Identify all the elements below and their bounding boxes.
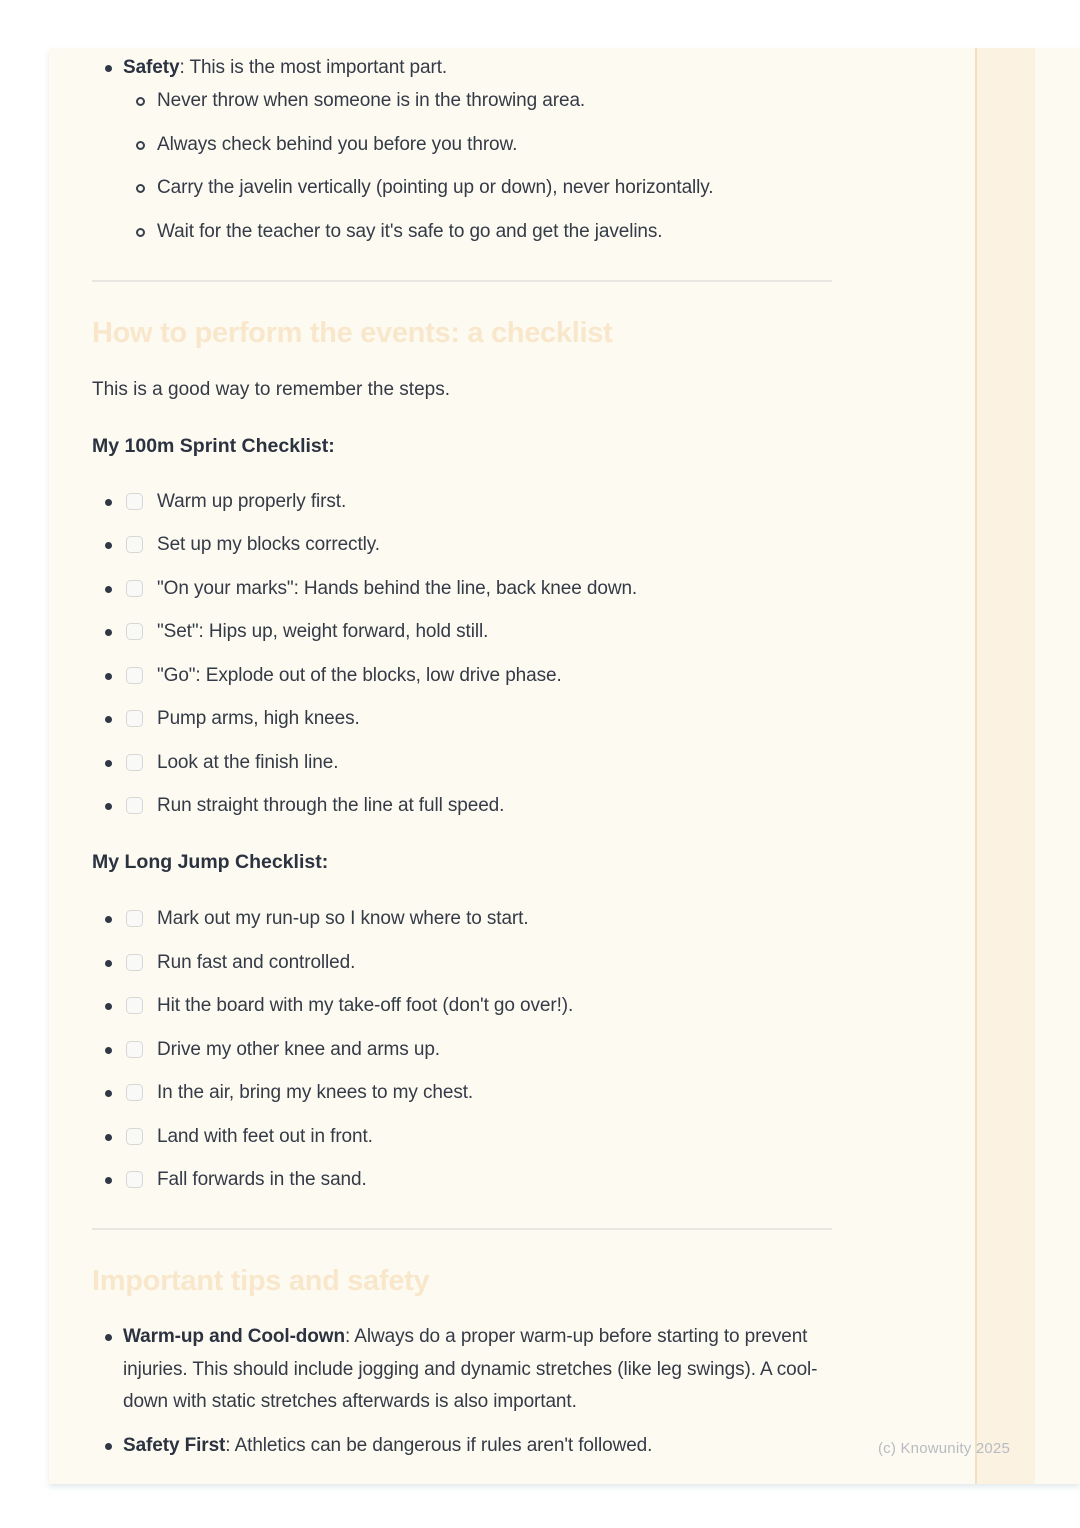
section-divider (92, 280, 832, 282)
circle-bullet-icon (136, 129, 157, 150)
section-heading-checklist: How to perform the events: a checklist (92, 316, 613, 349)
checkbox-unchecked[interactable] (126, 623, 143, 640)
safety-sub-list (92, 85, 832, 248)
checklist-item-text: "On your marks": Hands behind the line, back knee down. (157, 577, 638, 599)
checklist-item-text: Fall forwards in the sand. (157, 1169, 367, 1190)
checklist-item-text: Drive my other knee and arms up. (157, 1038, 440, 1060)
section-divider (92, 1228, 832, 1230)
list-item-text: Never throw when someone is in the throwing area. (157, 90, 586, 111)
bullet-icon (92, 947, 123, 967)
page-right-margin-band (977, 48, 1035, 1484)
bullet-icon (92, 1077, 123, 1097)
checklist-item (92, 1121, 832, 1153)
checklist-item-text: Run fast and controlled. (157, 951, 356, 973)
checklist-item-text: "Go": Explode out of the blocks, low drive phase. (157, 664, 562, 686)
list-item-rest: : Always do a proper warm-up before starting to prevent injuries. This should include jogging and dynamic stretches (like leg swings). A cool-down with static stretches afterwards is also important. (123, 1326, 818, 1412)
bullet-icon (92, 1034, 123, 1054)
checkbox-unchecked[interactable] (126, 536, 143, 553)
bullet-icon (92, 529, 123, 549)
list-item-text: Always check behind you before you throw. (157, 133, 518, 155)
page-edge-line (975, 48, 977, 1484)
checkbox-unchecked[interactable] (126, 754, 143, 771)
list-item (136, 85, 832, 117)
list-item-text (123, 52, 832, 84)
list-item-bold: Safety (123, 57, 180, 78)
bullet-icon (92, 52, 123, 72)
bullet-icon (92, 1430, 123, 1450)
list-item-text (123, 1430, 832, 1463)
long-jump-checklist-title: My Long Jump Checklist: (92, 851, 329, 873)
checkbox-unchecked[interactable] (126, 1084, 143, 1101)
bullet-icon (92, 1164, 123, 1184)
list-item-text: Carry the javelin vertically (pointing up or down), never horizontally. (157, 177, 714, 198)
bullet-icon (92, 1321, 123, 1341)
tips-list (92, 1321, 832, 1463)
sprint-checklist (92, 486, 832, 823)
sprint-checklist-title: My 100m Sprint Checklist: (92, 434, 335, 457)
checklist-item (92, 790, 832, 822)
checkbox-unchecked[interactable] (126, 580, 143, 597)
checkbox-unchecked[interactable] (126, 493, 143, 510)
bullet-icon (92, 703, 123, 723)
bullet-icon (92, 486, 123, 506)
list-item (92, 1321, 832, 1419)
list-item-bold: Safety First (123, 1435, 226, 1456)
checklist-item (92, 947, 832, 979)
list-item-rest: : Athletics can be dangerous if rules aren't followed. (225, 1435, 653, 1456)
checklist-item (92, 660, 832, 692)
checkbox-unchecked[interactable] (126, 1041, 143, 1058)
checklist-item (92, 1164, 832, 1196)
section-intro-text: This is a good way to remember the steps. (92, 378, 450, 400)
checklist-item-text: Look at the finish line. (157, 751, 339, 773)
checkbox-unchecked[interactable] (126, 667, 143, 684)
bullet-icon (92, 990, 123, 1010)
checklist-item-text: "Set": Hips up, weight forward, hold still. (157, 621, 489, 642)
checklist-item (92, 1077, 832, 1109)
checklist-item (92, 990, 832, 1022)
bullet-icon (92, 573, 123, 593)
list-item (92, 52, 832, 84)
bullet-icon (92, 616, 123, 636)
checklist-item-text: Warm up properly first. (157, 490, 347, 512)
bullet-icon (92, 747, 123, 767)
checklist-item-text: Set up my blocks correctly. (157, 534, 380, 555)
checkbox-unchecked[interactable] (126, 997, 143, 1014)
checkbox-unchecked[interactable] (126, 910, 143, 927)
list-item (136, 129, 832, 161)
checklist-item (92, 903, 832, 935)
bullet-icon (92, 790, 123, 810)
checklist-item-text: Run straight through the line at full speed. (157, 795, 505, 816)
section-heading-tips: Important tips and safety (92, 1265, 430, 1297)
checklist-item (92, 747, 832, 779)
copyright-watermark: (c) Knowunity 2025 (877, 1440, 1010, 1457)
document-page (49, 48, 1080, 1484)
checklist-item (92, 486, 832, 518)
list-item (92, 1430, 832, 1463)
checkbox-unchecked[interactable] (126, 797, 143, 814)
circle-bullet-icon (136, 216, 157, 237)
checklist-item-text: Mark out my run-up so I know where to start. (157, 908, 529, 929)
checklist-item (92, 703, 832, 735)
checkbox-unchecked[interactable] (126, 710, 143, 727)
bullet-icon (92, 903, 123, 923)
long-jump-checklist (92, 903, 832, 1196)
checklist-item (92, 573, 832, 605)
checkbox-unchecked[interactable] (126, 1171, 143, 1188)
checklist-item-text: Land with feet out in front. (157, 1125, 373, 1147)
checkbox-unchecked[interactable] (126, 1128, 143, 1145)
checklist-item (92, 616, 832, 648)
page-content (49, 48, 832, 1463)
list-item-text (123, 1321, 832, 1419)
list-item (136, 172, 832, 204)
checkbox-unchecked[interactable] (126, 954, 143, 971)
checklist-item-text: In the air, bring my knees to my chest. (157, 1082, 474, 1103)
circle-bullet-icon (136, 85, 157, 106)
checklist-item (92, 529, 832, 561)
list-item-bold: Warm-up and Cool-down (123, 1326, 345, 1347)
list-item (136, 216, 832, 248)
list-item-rest: : This is the most important part. (179, 57, 448, 78)
bullet-icon (92, 660, 123, 680)
checklist-item-text: Hit the board with my take-off foot (don't go over!). (157, 995, 574, 1016)
list-item-text: Wait for the teacher to say it's safe to go and get the javelins. (157, 220, 663, 242)
circle-bullet-icon (136, 172, 157, 193)
bullet-icon (92, 1121, 123, 1141)
checklist-item-text: Pump arms, high knees. (157, 708, 360, 729)
checklist-item (92, 1034, 832, 1066)
